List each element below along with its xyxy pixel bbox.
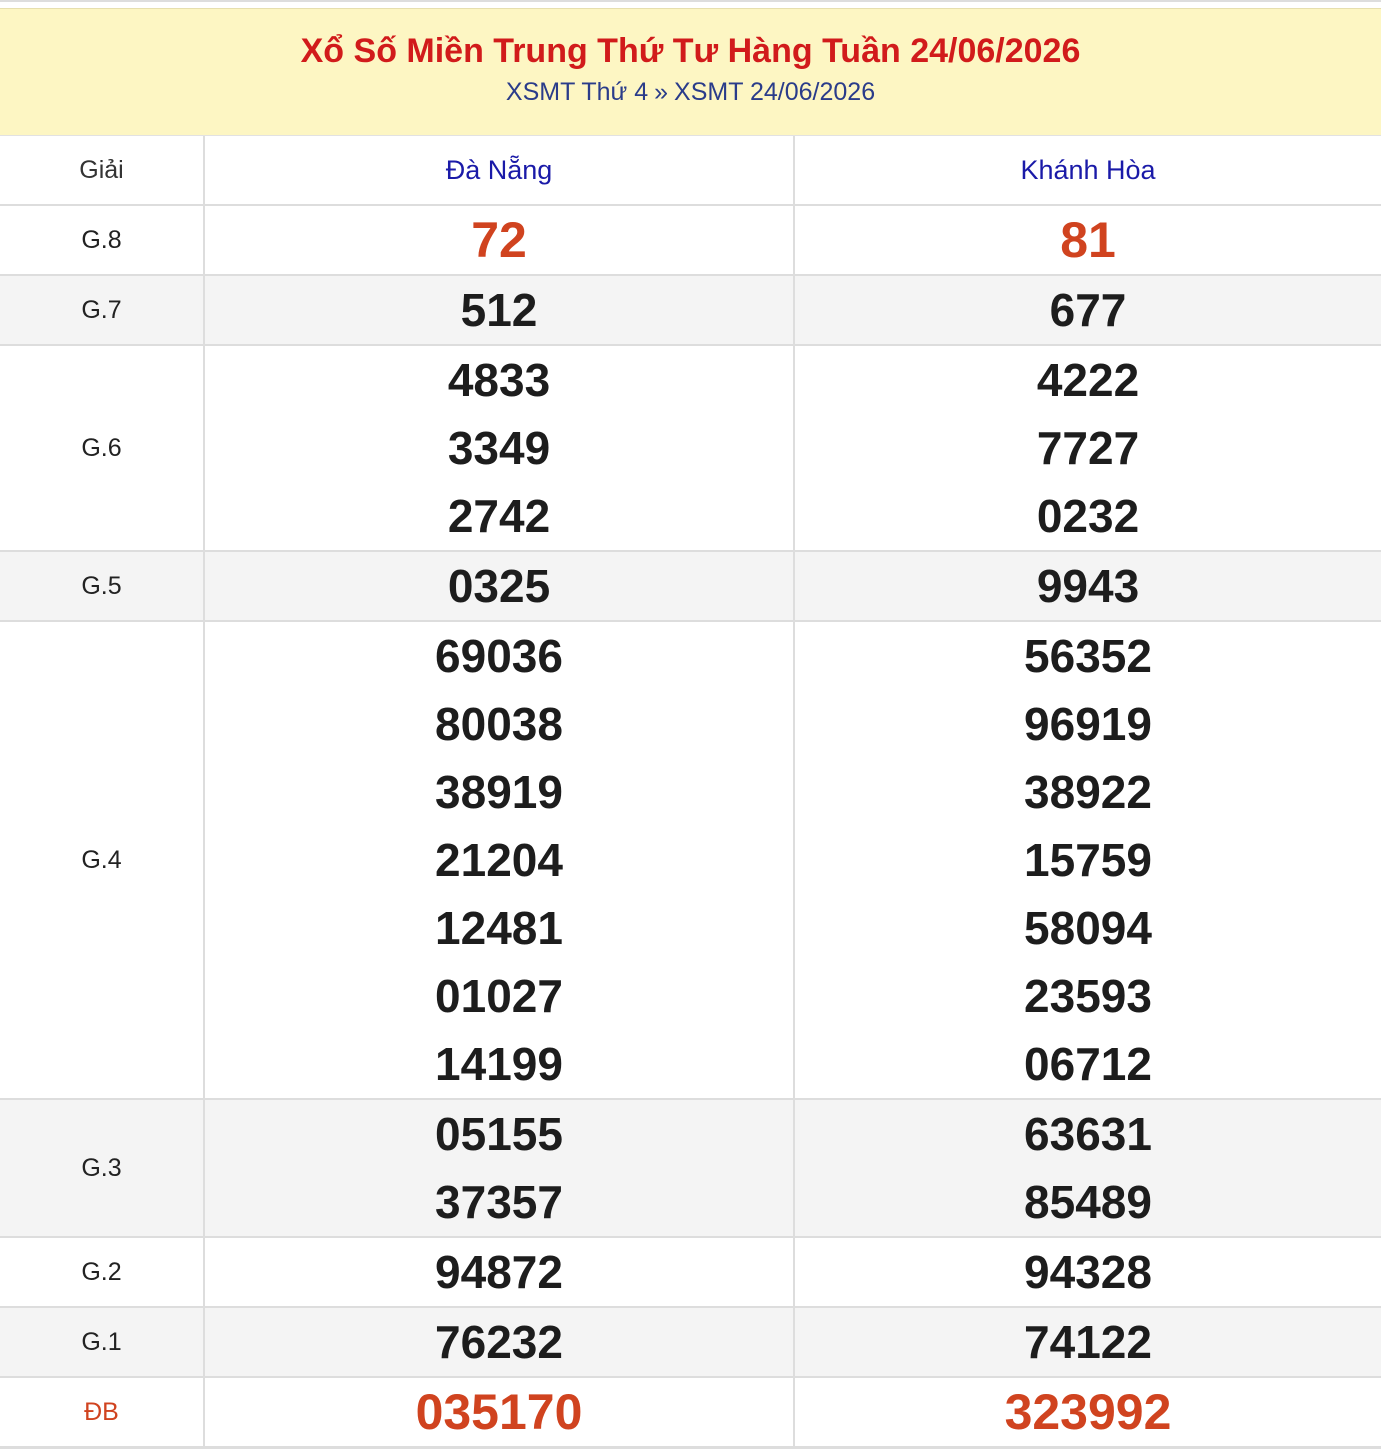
breadcrumb-separator: » <box>654 78 669 106</box>
results-table <box>0 136 1381 1448</box>
result-number: 06712 <box>1024 1038 1152 1090</box>
table-row-g7 <box>0 275 1381 345</box>
result-number: 38922 <box>1024 766 1152 818</box>
result-number: 4833 <box>447 354 551 406</box>
page-title-link[interactable]: Xổ Số Miền Trung Thứ Tư Hàng Tuần 24/06/2026 <box>300 32 1081 70</box>
result-cell-da-nang <box>204 1237 794 1307</box>
result-number: 9943 <box>1036 560 1140 612</box>
result-cell-khanh-hoa <box>794 1099 1381 1237</box>
result-number: 69036 <box>435 630 563 682</box>
result-number: 37357 <box>435 1176 563 1228</box>
table-row-g6 <box>0 345 1381 551</box>
table-row-g2 <box>0 1237 1381 1307</box>
result-cell-da-nang <box>204 345 794 551</box>
province-header-khanh-hoa[interactable]: Khánh Hòa <box>794 136 1381 205</box>
result-number: 38919 <box>435 766 563 818</box>
result-cell-da-nang <box>204 275 794 345</box>
result-number: 63631 <box>1024 1108 1152 1160</box>
result-cell-khanh-hoa <box>794 1307 1381 1377</box>
result-number: 3349 <box>447 422 551 474</box>
result-cell-khanh-hoa <box>794 345 1381 551</box>
result-number: 81 <box>1060 212 1116 268</box>
result-cell-khanh-hoa <box>794 1377 1381 1447</box>
result-cell-da-nang <box>204 1377 794 1447</box>
table-row-g8 <box>0 205 1381 275</box>
result-number: 0232 <box>1036 490 1140 542</box>
result-cell-da-nang <box>204 205 794 275</box>
table-row-g5 <box>0 551 1381 621</box>
prize-label: G.1 <box>0 1307 204 1377</box>
result-cell-khanh-hoa <box>794 551 1381 621</box>
breadcrumb-link-date[interactable]: XSMT 24/06/2026 <box>674 78 876 106</box>
result-number: 12481 <box>435 902 563 954</box>
prize-label: G.7 <box>0 275 204 345</box>
result-cell-da-nang <box>204 1099 794 1237</box>
result-number: 74122 <box>1024 1316 1152 1368</box>
prize-label-special: ĐB <box>0 1377 204 1447</box>
result-number: 80038 <box>435 698 563 750</box>
prize-column-header: Giải <box>0 136 204 205</box>
table-row-g1 <box>0 1307 1381 1377</box>
result-number: 56352 <box>1024 630 1152 682</box>
result-number: 72 <box>471 212 527 268</box>
table-row-special <box>0 1377 1381 1447</box>
result-number: 4222 <box>1036 354 1140 406</box>
prize-label: G.2 <box>0 1237 204 1307</box>
province-header-da-nang[interactable]: Đà Nẵng <box>204 136 794 205</box>
result-number: 58094 <box>1024 902 1152 954</box>
prize-label: G.3 <box>0 1099 204 1237</box>
result-cell-khanh-hoa <box>794 621 1381 1099</box>
result-number: 14199 <box>435 1038 563 1090</box>
prize-label: G.5 <box>0 551 204 621</box>
special-prize-number: 323992 <box>1004 1384 1172 1440</box>
result-number: 15759 <box>1024 834 1152 886</box>
special-prize-number: 035170 <box>415 1384 583 1440</box>
prize-label: G.8 <box>0 205 204 275</box>
prize-label: G.4 <box>0 621 204 1099</box>
result-number: 2742 <box>447 490 551 542</box>
result-number: 7727 <box>1036 422 1140 474</box>
result-cell-khanh-hoa <box>794 205 1381 275</box>
prize-label: G.6 <box>0 345 204 551</box>
result-number: 23593 <box>1024 970 1152 1022</box>
result-cell-da-nang <box>204 1307 794 1377</box>
table-header-row <box>0 136 1381 205</box>
result-number: 0325 <box>447 560 551 612</box>
result-number: 76232 <box>435 1316 563 1368</box>
result-number: 05155 <box>435 1108 563 1160</box>
result-number: 677 <box>1049 284 1127 336</box>
result-number: 512 <box>460 284 538 336</box>
result-number: 85489 <box>1024 1176 1152 1228</box>
result-cell-khanh-hoa <box>794 1237 1381 1307</box>
result-number: 01027 <box>435 970 563 1022</box>
result-number: 96919 <box>1024 698 1152 750</box>
result-cell-da-nang <box>204 551 794 621</box>
table-row-g3 <box>0 1099 1381 1237</box>
result-number: 94872 <box>435 1246 563 1298</box>
result-number: 21204 <box>435 834 563 886</box>
result-cell-da-nang <box>204 621 794 1099</box>
results-header <box>0 8 1381 136</box>
result-cell-khanh-hoa <box>794 275 1381 345</box>
breadcrumb-link-weekday[interactable]: XSMT Thứ 4 <box>505 78 649 106</box>
table-row-g4 <box>0 621 1381 1099</box>
result-number: 94328 <box>1024 1246 1152 1298</box>
breadcrumb <box>0 77 1381 107</box>
